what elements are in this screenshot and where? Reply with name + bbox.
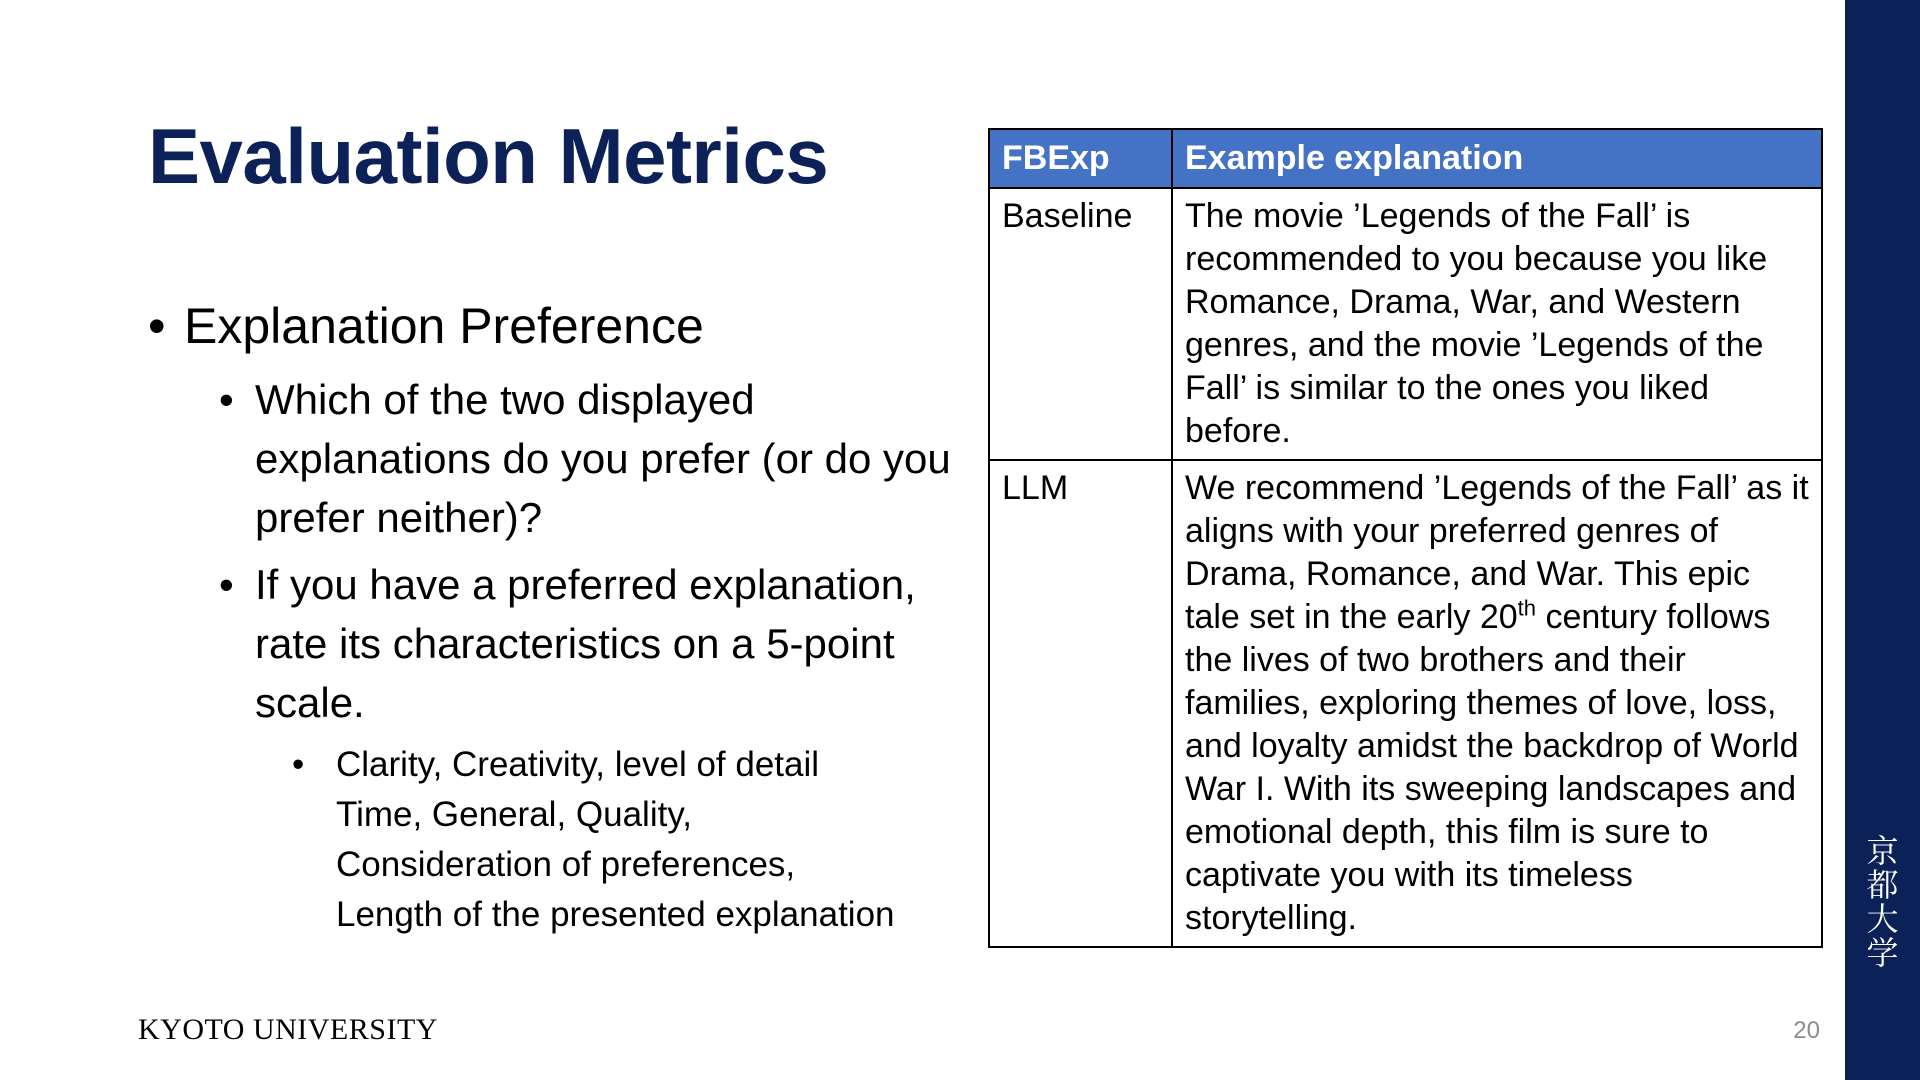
row-explanation: The movie ’Legends of the Fall’ is recommended to you because you like Romance, Drama, War, and Western genres, and the movie ’Legends of the Fall’ is similar to the ones you liked before. (1172, 188, 1822, 460)
university-logo-text: KYOTO UNIVERSITY (138, 1013, 438, 1046)
bullet-glyph: • (148, 298, 166, 354)
bullet-line: Time, General, Quality, (336, 795, 692, 834)
bullet-line: Consideration of preferences, (336, 845, 796, 884)
table-header-cell: Example explanation (1172, 129, 1822, 188)
bullet-level2 (219, 555, 968, 732)
table-header-cell: FBExp (989, 129, 1172, 188)
page-number: 20 (1793, 1017, 1820, 1044)
bullet-glyph: • (219, 561, 234, 608)
bullet-level1 (148, 296, 968, 356)
row-explanation (1172, 460, 1822, 947)
bullet-level3 (292, 740, 968, 940)
bullet-text: Explanation Preference (184, 298, 704, 354)
ordinal-superscript: th (1517, 595, 1537, 621)
bullet-level2 (219, 370, 968, 547)
bullet-glyph: • (292, 745, 305, 784)
explanation-table (988, 128, 1823, 948)
bullet-glyph: • (219, 376, 234, 423)
side-char: 学 (1866, 934, 1899, 972)
table-header-row (989, 129, 1822, 188)
bullet-line: Length of the presented explanation (336, 895, 895, 934)
row-label: Baseline (989, 188, 1172, 460)
bullet-line: Clarity, Creativity, level of detail (336, 745, 820, 784)
bullet-text: Which of the two displayed explanations do you prefer (or do you prefer neither)? (255, 376, 951, 541)
bullet-content (148, 296, 968, 940)
side-char: 京 (1866, 832, 1899, 870)
explanation-text-part: We recommend ’Legends of the Fall’ as it aligns with your preferred genres of Drama, Romance, and War. This epic tale set in the early 20 (1185, 469, 1809, 636)
explanation-text-part: century follows the lives of two brothers and their families, exploring themes of love, loss, and loyalty amidst the backdrop of World War I. With its sweeping landscapes and emotional depth, this film is sure to captivate you with its timeless storytelling. (1185, 598, 1799, 937)
side-char: 大 (1866, 900, 1899, 938)
table-row (989, 188, 1822, 460)
bullet-text: If you have a preferred explanation, rate its characteristics on a 5-point scale. (255, 561, 916, 726)
table-row (989, 460, 1822, 947)
side-char: 都 (1866, 866, 1899, 904)
university-vertical-name (1845, 834, 1920, 970)
side-bar (1845, 0, 1920, 1080)
row-label: LLM (989, 460, 1172, 947)
slide-title: Evaluation Metrics (148, 112, 829, 200)
